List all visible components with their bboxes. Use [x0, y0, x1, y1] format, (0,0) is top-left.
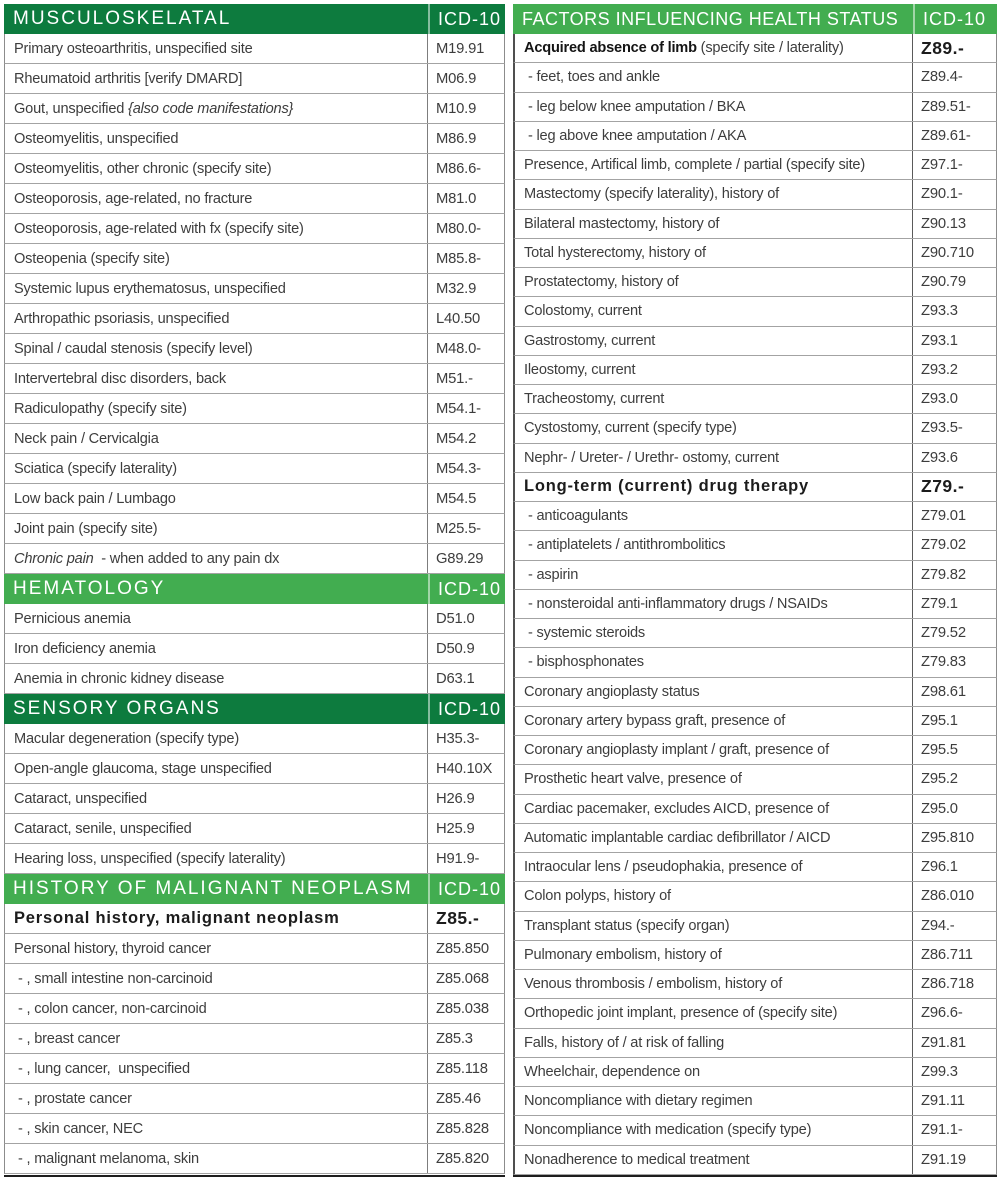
table-row	[513, 1146, 997, 1175]
icd-code: M25.5-	[427, 514, 504, 543]
condition-label: - leg below knee amputation / BKA	[528, 98, 746, 115]
section-title: FACTORS INFLUENCING HEALTH STATUS	[522, 8, 899, 29]
condition-label-italic-part: {also code manifestations}	[128, 100, 294, 117]
table-row	[4, 724, 505, 754]
table-row	[513, 385, 997, 414]
icd-code: Z85.820	[427, 1144, 504, 1173]
icd-code: Z79.52	[912, 619, 996, 647]
table-row	[4, 364, 505, 394]
table-row	[513, 561, 997, 590]
condition-label: - , prostate cancer	[18, 1090, 132, 1107]
condition-label: Ileostomy, current	[524, 361, 636, 378]
condition-label: Cardiac pacemaker, excludes AICD, presence of	[524, 800, 829, 817]
table-row	[4, 964, 505, 994]
icd-code: Z86.010	[912, 882, 996, 910]
icd-code: M19.91	[427, 34, 504, 63]
condition-label: Nephr- / Ureter- / Urethr- ostomy, current	[524, 449, 779, 466]
table-row	[4, 124, 505, 154]
condition-label: Noncompliance with medication (specify type)	[524, 1122, 812, 1139]
condition-label: Open-angle glaucoma, stage unspecified	[14, 760, 272, 777]
icd-code: H25.9	[427, 814, 504, 843]
icd-code: Z89.4-	[912, 63, 996, 91]
table-row	[4, 904, 505, 934]
condition-label	[515, 34, 912, 62]
icd10-column-header: ICD-10	[428, 574, 505, 604]
condition-label: Iron deficiency anemia	[14, 640, 156, 657]
condition-label: Osteopenia (specify site)	[14, 250, 170, 267]
icd-code: Z89.51-	[912, 93, 996, 121]
section-header	[4, 4, 505, 34]
condition-label: - , skin cancer, NEC	[18, 1120, 143, 1137]
icd-code: M81.0	[427, 184, 504, 213]
table-row	[513, 1116, 997, 1145]
table-row	[4, 424, 505, 454]
table-row	[4, 1054, 505, 1084]
condition-label: Anemia in chronic kidney disease	[14, 670, 225, 687]
table-row	[513, 941, 997, 970]
icd-code: M54.3-	[427, 454, 504, 483]
condition-label: Osteomyelitis, other chronic (specify site)	[14, 160, 272, 177]
condition-label: Wheelchair, dependence on	[524, 1063, 700, 1080]
condition-label: - systemic steroids	[528, 625, 646, 642]
condition-label: Noncompliance with dietary regimen	[524, 1093, 753, 1110]
icd-code: M54.2	[427, 424, 504, 453]
table-row	[513, 795, 997, 824]
condition-label: Automatic implantable cardiac defibrillator / AICD	[524, 829, 831, 846]
icd-code: Z94.-	[912, 912, 996, 940]
table-row	[513, 210, 997, 239]
table-row	[513, 912, 997, 941]
condition-label: Spinal / caudal stenosis (specify level)	[14, 340, 253, 357]
table-row	[513, 678, 997, 707]
table-row	[4, 604, 505, 634]
table-row	[513, 853, 997, 882]
icd-code: Z89.-	[912, 34, 996, 62]
icd-code: Z95.1	[912, 707, 996, 735]
table-row	[4, 1144, 505, 1174]
table-row	[4, 1114, 505, 1144]
condition-label: Cystostomy, current (specify type)	[524, 420, 737, 437]
condition-label: Coronary angioplasty implant / graft, presence of	[524, 742, 829, 759]
table-row	[513, 736, 997, 765]
table-row	[513, 765, 997, 794]
icd10-column-header: ICD-10	[913, 4, 997, 34]
right-code-table	[513, 4, 997, 1177]
icd-code: Z95.810	[912, 824, 996, 852]
icd-code: Z90.79	[912, 268, 996, 296]
icd-code: Z85.3	[427, 1024, 504, 1053]
condition-label: Venous thrombosis / embolism, history of	[524, 976, 783, 993]
icd-code: Z91.81	[912, 1029, 996, 1057]
condition-label: Tracheostomy, current	[524, 391, 665, 408]
table-row	[4, 544, 505, 574]
icd-code: M54.5	[427, 484, 504, 513]
condition-label: Rheumatoid arthritis [verify DMARD]	[14, 70, 243, 87]
condition-label: Orthopedic joint implant, presence of (specify site)	[524, 1005, 838, 1022]
table-row	[513, 590, 997, 619]
icd-code: G89.29	[427, 544, 504, 573]
condition-label: Pulmonary embolism, history of	[524, 946, 722, 963]
condition-label: Intraocular lens / pseudophakia, presence of	[524, 859, 803, 876]
icd-code: Z91.1-	[912, 1116, 996, 1144]
table-row	[4, 454, 505, 484]
icd10-column-header: ICD-10	[428, 4, 505, 34]
table-row	[4, 394, 505, 424]
condition-label: Systemic lupus erythematosus, unspecified	[14, 280, 286, 297]
table-row	[4, 1024, 505, 1054]
icd-code: Z86.711	[912, 941, 996, 969]
table-row	[4, 934, 505, 964]
icd-code: Z97.1-	[912, 151, 996, 179]
condition-label-part: (specify site / laterality)	[700, 40, 844, 57]
condition-label: Colon polyps, history of	[524, 888, 671, 905]
condition-label-part: - when added to any pain dx	[97, 550, 280, 567]
icd-code: H91.9-	[427, 844, 504, 873]
icd-code: M85.8-	[427, 244, 504, 273]
section-header	[4, 694, 505, 724]
condition-label: Transplant status (specify organ)	[524, 917, 730, 934]
table-row	[4, 34, 505, 64]
table-row	[4, 484, 505, 514]
condition-label: - , colon cancer, non-carcinoid	[18, 1000, 207, 1017]
condition-label: - feet, toes and ankle	[528, 69, 660, 86]
condition-label: - anticoagulants	[528, 508, 628, 525]
table-row	[4, 94, 505, 124]
condition-label: Primary osteoarthritis, unspecified site	[14, 40, 253, 57]
condition-label: - bisphosphonates	[528, 654, 644, 671]
icd-code: D51.0	[427, 604, 504, 633]
icd-code: M48.0-	[427, 334, 504, 363]
icd-code: Z93.6	[912, 444, 996, 472]
icd-code: Z79.02	[912, 531, 996, 559]
icd-code: Z79.83	[912, 648, 996, 676]
table-row	[4, 664, 505, 694]
section-title: HISTORY OF MALIGNANT NEOPLASM	[13, 878, 413, 899]
table-row	[513, 93, 997, 122]
icd-code: M86.9	[427, 124, 504, 153]
condition-label: Cataract, unspecified	[14, 790, 147, 807]
table-row	[513, 531, 997, 560]
left-code-table	[4, 4, 505, 1177]
icd-code: Z85.068	[427, 964, 504, 993]
icd-code: Z93.2	[912, 356, 996, 384]
icd-code: Z96.6-	[912, 999, 996, 1027]
table-row	[513, 356, 997, 385]
condition-label: - antiplatelets / antithrombolitics	[528, 537, 726, 554]
table-row	[513, 882, 997, 911]
section-title: SENSORY ORGANS	[13, 698, 221, 719]
condition-label: Sciatica (specify laterality)	[14, 460, 177, 477]
condition-label: Long-term (current) drug therapy	[524, 477, 810, 496]
condition-label: Neck pain / Cervicalgia	[14, 430, 159, 447]
table-row	[513, 297, 997, 326]
table-row	[513, 473, 997, 502]
icd-code: Z79.-	[912, 473, 996, 501]
icd-code: Z85.46	[427, 1084, 504, 1113]
condition-label: Personal history, thyroid cancer	[14, 940, 211, 957]
condition-label-part: Gout, unspecified	[14, 100, 129, 117]
icd-code: M51.-	[427, 364, 504, 393]
icd-code: M54.1-	[427, 394, 504, 423]
table-row	[513, 1058, 997, 1087]
table-row	[513, 824, 997, 853]
icd-code: Z93.5-	[912, 414, 996, 442]
table-row	[4, 304, 505, 334]
table-row	[513, 239, 997, 268]
condition-label	[5, 94, 427, 123]
icd-code: Z85.850	[427, 934, 504, 963]
condition-label: Mastectomy (specify laterality), history of	[524, 186, 779, 203]
icd-code: M06.9	[427, 64, 504, 93]
condition-label: Radiculopathy (specify site)	[14, 400, 187, 417]
table-row	[513, 502, 997, 531]
icd-code: Z95.2	[912, 765, 996, 793]
section-header	[4, 874, 505, 904]
condition-label: Cataract, senile, unspecified	[14, 820, 192, 837]
icd-code: Z98.61	[912, 678, 996, 706]
table-row	[4, 334, 505, 364]
table-row	[513, 34, 997, 63]
table-row	[4, 1084, 505, 1114]
condition-label: - leg above knee amputation / AKA	[528, 127, 747, 144]
condition-label: - , lung cancer, unspecified	[18, 1060, 190, 1077]
icd-code: Z95.5	[912, 736, 996, 764]
table-row	[4, 244, 505, 274]
section-header	[513, 4, 997, 34]
table-row	[513, 1029, 997, 1058]
condition-label: Pernicious anemia	[14, 610, 131, 627]
table-row	[4, 184, 505, 214]
condition-label-bold-part: Acquired absence of limb	[524, 40, 701, 57]
icd-code: Z89.61-	[912, 122, 996, 150]
icd-code: Z95.0	[912, 795, 996, 823]
table-row	[4, 214, 505, 244]
icd-code: H35.3-	[427, 724, 504, 753]
condition-label: Osteoporosis, age-related, no fracture	[14, 190, 253, 207]
icd-code: L40.50	[427, 304, 504, 333]
table-row	[4, 154, 505, 184]
icd-code: Z96.1	[912, 853, 996, 881]
icd-code: Z90.13	[912, 210, 996, 238]
icd-code: Z91.11	[912, 1087, 996, 1115]
condition-label: Low back pain / Lumbago	[14, 490, 176, 507]
icd-code: H26.9	[427, 784, 504, 813]
table-row	[4, 64, 505, 94]
table-row	[513, 268, 997, 297]
icd-code: Z99.3	[912, 1058, 996, 1086]
condition-label: Total hysterectomy, history of	[524, 244, 706, 261]
condition-label: Osteomyelitis, unspecified	[14, 130, 179, 147]
icd-code: M10.9	[427, 94, 504, 123]
condition-label: Hearing loss, unspecified (specify laterality)	[14, 850, 286, 867]
icd10-column-header: ICD-10	[428, 874, 505, 904]
icd-code: Z79.82	[912, 561, 996, 589]
section-title: MUSCULOSKELATAL	[13, 8, 232, 29]
table-row	[513, 970, 997, 999]
section-title: HEMATOLOGY	[13, 578, 166, 599]
condition-label-italic-part: Chronic pain	[14, 550, 98, 567]
condition-label: - , breast cancer	[18, 1030, 121, 1047]
condition-label: Prosthetic heart valve, presence of	[524, 771, 742, 788]
icd-code: H40.10X	[427, 754, 504, 783]
icd-code: Z93.3	[912, 297, 996, 325]
condition-label: Presence, Artifical limb, complete / partial (specify site)	[524, 157, 866, 174]
table-row	[4, 814, 505, 844]
icd-code: Z85.038	[427, 994, 504, 1023]
table-row	[4, 274, 505, 304]
table-row	[513, 180, 997, 209]
table-row	[513, 444, 997, 473]
icd10-column-header: ICD-10	[428, 694, 505, 724]
condition-label: Falls, history of / at risk of falling	[524, 1034, 725, 1051]
table-row	[513, 327, 997, 356]
icd-code: Z79.01	[912, 502, 996, 530]
condition-label: - , malignant melanoma, skin	[18, 1150, 199, 1167]
table-row	[4, 994, 505, 1024]
icd-code: Z86.718	[912, 970, 996, 998]
condition-label	[5, 544, 427, 573]
table-row	[513, 999, 997, 1028]
icd-code: D63.1	[427, 664, 504, 693]
condition-label: Arthropathic psoriasis, unspecified	[14, 310, 230, 327]
table-row	[513, 414, 997, 443]
condition-label: Personal history, malignant neoplasm	[14, 909, 340, 927]
condition-label: Bilateral mastectomy, history of	[524, 215, 720, 232]
condition-label: Osteoporosis, age-related with fx (specify site)	[14, 220, 304, 237]
icd-code: M86.6-	[427, 154, 504, 183]
icd-code: Z93.1	[912, 327, 996, 355]
icd-code: Z85.118	[427, 1054, 504, 1083]
condition-label: Coronary angioplasty status	[524, 683, 700, 700]
condition-label: - nonsteroidal anti-inflammatory drugs / NSAIDs	[528, 595, 828, 612]
condition-label: Nonadherence to medical treatment	[524, 1151, 750, 1168]
icd-code: Z90.710	[912, 239, 996, 267]
icd-code: D50.9	[427, 634, 504, 663]
section-header	[4, 574, 505, 604]
condition-label: Colostomy, current	[524, 303, 642, 320]
condition-label: Intervertebral disc disorders, back	[14, 370, 226, 387]
table-row	[4, 784, 505, 814]
condition-label: Joint pain (specify site)	[14, 520, 158, 537]
table-row	[513, 619, 997, 648]
condition-label: Prostatectomy, history of	[524, 274, 679, 291]
icd-code: M80.0-	[427, 214, 504, 243]
icd-code: Z85.828	[427, 1114, 504, 1143]
table-row	[513, 63, 997, 92]
icd-code: Z90.1-	[912, 180, 996, 208]
table-row	[513, 1087, 997, 1116]
table-row	[513, 151, 997, 180]
icd-code: Z91.19	[912, 1146, 996, 1174]
icd-code: Z93.0	[912, 385, 996, 413]
icd-code: Z85.-	[427, 904, 504, 933]
table-row	[513, 648, 997, 677]
table-row	[513, 707, 997, 736]
table-row	[4, 754, 505, 784]
condition-label: Coronary artery bypass graft, presence of	[524, 712, 786, 729]
condition-label: - aspirin	[528, 566, 579, 583]
table-row	[513, 122, 997, 151]
icd-code: M32.9	[427, 274, 504, 303]
condition-label: - , small intestine non-carcinoid	[18, 970, 213, 987]
table-row	[4, 844, 505, 874]
icd-code: Z79.1	[912, 590, 996, 618]
table-row	[4, 634, 505, 664]
condition-label: Gastrostomy, current	[524, 332, 656, 349]
condition-label: Macular degeneration (specify type)	[14, 730, 239, 747]
table-row	[4, 514, 505, 544]
